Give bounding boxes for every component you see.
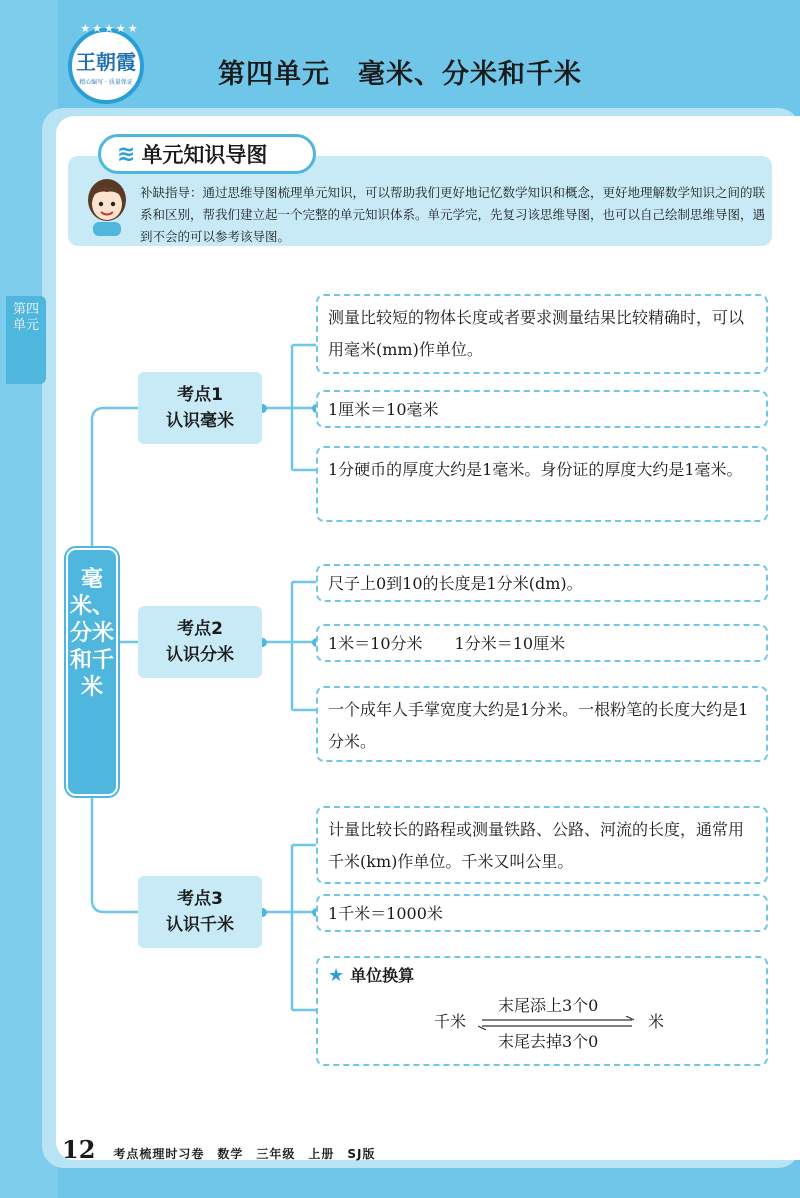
conversion-title: 单位换算 [350, 966, 415, 985]
kid-avatar-icon [80, 170, 134, 236]
info-text: 1千米＝1000米 [328, 904, 443, 923]
double-arrow-icon [478, 1016, 640, 1030]
logo-text: 王朝霞 [76, 50, 136, 74]
conversion-box [316, 956, 768, 1066]
logo-sub: 精心编写 · 质量保证 [79, 79, 133, 86]
intro-text: 补缺指导：通过思维导图梳理单元知识，可以帮助我们更好地记忆数学知识和概念，更好地理解数学知识之间的联系和区别，帮我们建立起一个完整的单元知识体系。单元学完，先复习该思维导图，也可以自己绘制思维导图，遇到不会的可以参考该导图。 [140, 185, 766, 244]
info-text: 计量比较长的路程或测量铁路、公路、河流的长度，通常用千米(km)作单位。千米又叫公里。 [328, 820, 745, 871]
star-icon: ★ [328, 965, 345, 986]
conversion-header [328, 964, 756, 988]
conversion-diagram [328, 988, 756, 1058]
info-box [316, 894, 768, 932]
info-box [316, 446, 768, 522]
info-text: 一个成年人手掌宽度大约是1分米。一根粉笔的长度大约是1分米。 [328, 700, 749, 751]
info-text: 1米＝10分米 1分米＝10厘米 [328, 634, 566, 653]
conversion-left: 千米 [434, 1012, 467, 1031]
footer-text: 考点梳理时习卷 数学 三年级 上册 SJ版 [113, 1147, 376, 1161]
info-text: 尺子上0到10的长度是1分米(dm)。 [328, 574, 583, 593]
info-text: 1分硬币的厚度大约是1毫米。身份证的厚度大约是1毫米。 [328, 460, 743, 479]
page-number: 12 [62, 1135, 96, 1164]
info-box [316, 686, 768, 762]
unit-title: 第四单元 毫米、分米和千米 [218, 59, 582, 90]
side-tab [6, 296, 46, 384]
section-title: 单元知识导图 [141, 143, 268, 167]
conversion-right: 米 [648, 1012, 665, 1031]
info-box [316, 624, 768, 662]
info-box [316, 806, 768, 884]
stars-icon: ★★★★★ [80, 22, 140, 35]
point-label: 考点3 [177, 889, 223, 909]
main-topic-node: 毫米、分米和千米 [66, 548, 118, 796]
info-text: 1厘米＝10毫米 [328, 400, 439, 419]
info-box [316, 294, 768, 374]
info-box [316, 390, 768, 428]
point-label: 考点2 [177, 619, 223, 639]
conversion-bottom: 末尾去掉3个0 [498, 1032, 599, 1051]
point-name: 认识千米 [166, 915, 234, 935]
point-name: 认识分米 [166, 645, 234, 665]
info-text: 测量比较短的物体长度或者要求测量结果比较精确时，可以用毫米(mm)作单位。 [328, 308, 745, 359]
point-node-1 [138, 372, 262, 444]
waves-icon: ≋ [117, 141, 136, 167]
point-label: 考点1 [177, 385, 223, 405]
footer [62, 1135, 562, 1164]
point-name: 认识毫米 [166, 411, 234, 431]
conversion-top: 末尾添上3个0 [498, 996, 599, 1015]
section-header [98, 134, 316, 174]
info-box [316, 564, 768, 602]
point-node-3 [138, 876, 262, 948]
point-node-2 [138, 606, 262, 678]
side-tab-label: 第四单元 [13, 302, 40, 333]
